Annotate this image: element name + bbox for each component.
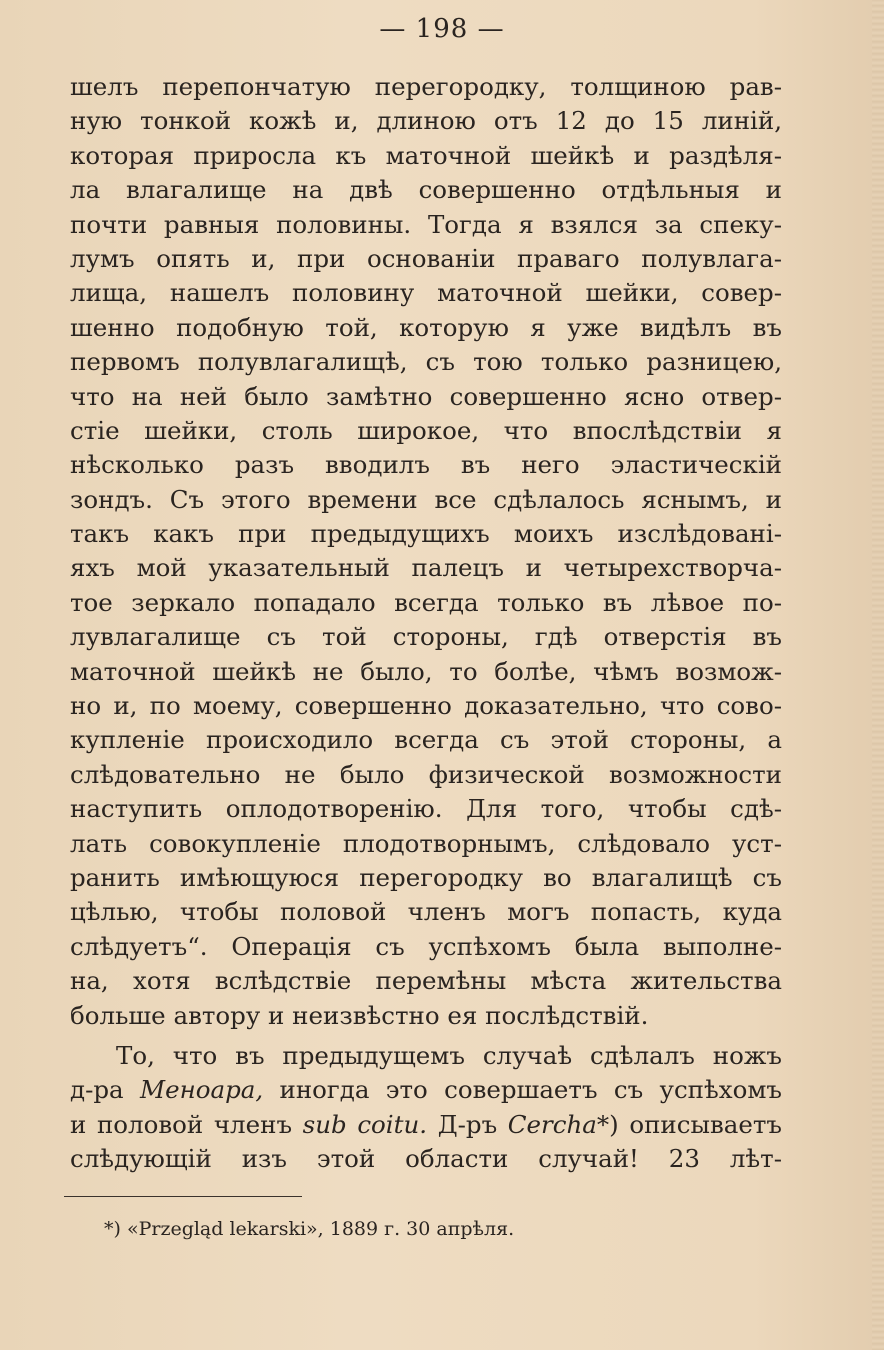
page-edge: [872, 0, 884, 1350]
text-line: но и, по моему, совершенно доказательно, что сово-: [70, 691, 782, 721]
text-line: ла влагалище на двѣ совершенно отдѣльныя и: [70, 175, 782, 205]
text-line: маточной шейкѣ не было, то болѣе, чѣмъ возмож-: [70, 656, 782, 686]
body-text: [70, 70, 782, 1177]
text-line: лувлагалище съ той стороны, гдѣ отверстія въ: [70, 622, 782, 652]
text-line: больше автору и неизвѣстно ея послѣдствій.: [70, 1000, 649, 1030]
text-line: нѣсколько разъ вводилъ въ него эластическій: [70, 450, 782, 480]
text-line: слѣдовательно не было физической возможности: [70, 759, 782, 789]
text-line: ранить имѣющуюся перегородку во влагалищѣ съ: [70, 862, 782, 892]
footnote: *) «Przegląd lekarski», 1889 г. 30 апрѣля.: [104, 1218, 515, 1240]
text-line: шелъ перепончатую перегородку, толщиною рав-: [70, 72, 782, 101]
text-line: цѣлью, чтобы половой членъ могъ попасть, куда: [70, 897, 782, 927]
text-line: ную тонкой кожѣ и, длиною отъ 12 до 15 линій,: [70, 106, 782, 136]
text-line: наступить оплодотворенію. Для того, чтобы сдѣ-: [70, 794, 782, 824]
text-line: д-ра Меноара, иногда это совершаетъ съ успѣхомъ: [70, 1075, 782, 1105]
author-name-italic: Меноара,: [139, 1075, 264, 1105]
paragraph-1: [70, 70, 782, 1033]
text-line: первомъ полувлагалищѣ, съ тою только разницею,: [70, 347, 782, 377]
paragraph-2: [70, 1039, 782, 1177]
text-line: что на ней было замѣтно совершенно ясно отвер-: [70, 381, 782, 411]
text-line: купленіе происходило всегда съ этой стороны, а: [70, 725, 782, 755]
text-line: тое зеркало попадало всегда только въ лѣвое по-: [70, 587, 782, 617]
text-line: слѣдующій изъ этой области случай! 23 лѣт-: [70, 1144, 782, 1174]
text-line: стіе шейки, столь широкое, что впослѣдствіи я: [70, 415, 782, 445]
text-line: такъ какъ при предыдущихъ моихъ изслѣдованi-: [70, 519, 782, 549]
text-line: лумъ опять и, при основаніи праваго полувлага-: [70, 243, 782, 273]
text-line: слѣдуетъ“. Операція съ успѣхомъ была выполне-: [70, 931, 782, 961]
text-line: зондъ. Съ этого времени все сдѣлалось яснымъ, и: [70, 484, 782, 514]
text-line: То, что въ предыдущемъ случаѣ сдѣлалъ ножъ: [116, 1040, 782, 1070]
latin-phrase-italic: sub coitu.: [302, 1109, 428, 1139]
text-line: лища, нашелъ половину маточной шейки, совер-: [70, 278, 782, 308]
text-line: яхъ мой указательный палецъ и четырехстворча-: [70, 553, 782, 583]
author-name-italic: Cercha: [507, 1109, 597, 1139]
text-line: которая приросла къ маточной шейкѣ и раздѣля-: [70, 140, 782, 170]
text-line: и половой членъ sub coitu. Д-ръ Cercha*) описываетъ: [70, 1109, 782, 1139]
text-line: почти равныя половины. Тогда я взялся за спеку-: [70, 209, 782, 239]
text-line: шенно подобную той, которую я уже видѣлъ въ: [70, 312, 782, 342]
text-line: лать совокупленіе плодотворнымъ, слѣдовало уст-: [70, 828, 782, 858]
text-line: на, хотя вслѣдствіе перемѣны мѣста жительства: [70, 966, 782, 996]
footnote-divider: [64, 1196, 302, 1197]
page-number: — 198 —: [379, 14, 505, 44]
